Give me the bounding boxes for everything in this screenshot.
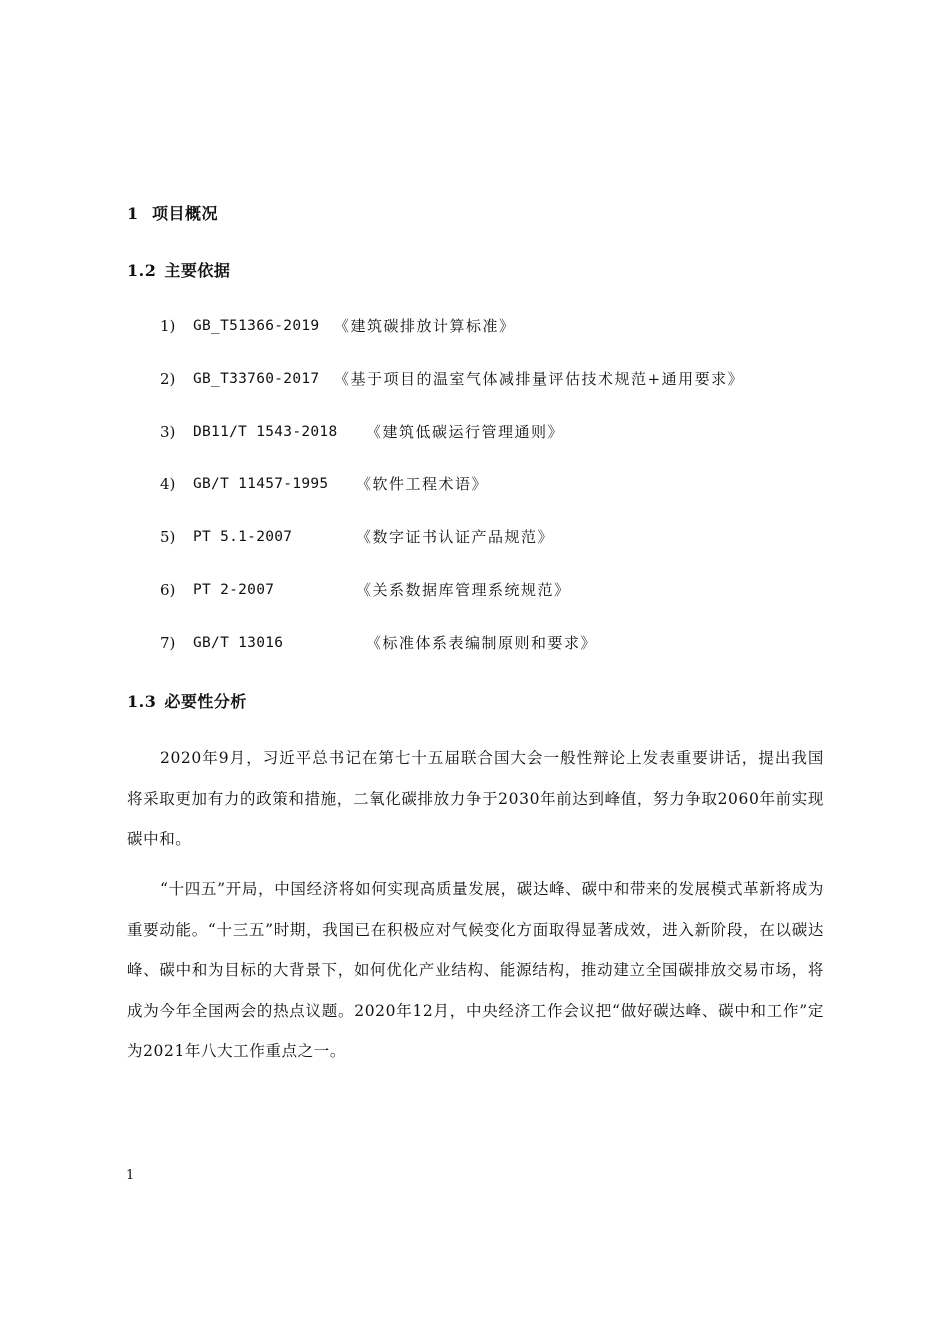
list-number: 4) (160, 475, 176, 494)
standard-code: PT 5.1-2007 (193, 529, 293, 546)
section-number: 1 (127, 204, 139, 223)
standard-code: GB/T 11457-1995 (193, 476, 329, 493)
list-number: 1) (160, 317, 176, 335)
standard-title: 《建筑低碳运行管理通则》 (366, 422, 565, 441)
standard-title: 《软件工程术语》 (356, 475, 489, 494)
body-paragraph: 2020年9月，习近平总书记在第七十五届联合国大会一般性辩论上发表重要讲话，提出我国将采取更加有力的政策和措施，二氧化碳排放力争于2030年前达到峰值，努力争取2060年前实现碳中和。 (127, 749, 824, 848)
standard-title: 《关系数据库管理系统规范》 (356, 580, 571, 599)
standard-title: 《建筑碳排放计算标准》 (334, 317, 516, 335)
section-title: 主要依据 (164, 261, 231, 280)
body-paragraph: “十四五”开局，中国经济将如何实现高质量发展，碳达峰、碳中和带来的发展模式革新将成为重要动能。“十三五”时期，我国已在积极应对气候变化方面取得显著成效，进入新阶段，在以碳达峰、碳中和为目标的大背景下，如何优化产业结构、能源结构，推动建立全国碳排放交易市场，将成为今年全国两会的热点议题。2020年12月，中央经济工作会议把“做好碳达峰、碳中和工作”定为2021年八大工作重点之一。 (127, 880, 824, 1060)
list-number: 3) (160, 422, 176, 441)
standard-code: DB11/T 1543-2018 (193, 423, 338, 440)
list-number: 6) (160, 580, 176, 599)
section-heading-1 (127, 201, 218, 224)
section-title: 项目概况 (152, 204, 219, 223)
standard-title: 《基于项目的温室气体减排量评估技术规范+通用要求》 (334, 369, 745, 388)
section-heading-1-2 (127, 258, 230, 281)
list-number: 7) (160, 633, 176, 652)
standard-code: GB_T51366-2019 (193, 318, 320, 334)
section-title: 必要性分析 (164, 692, 247, 711)
section-number: 1.3 (127, 692, 157, 711)
page-number: 1 (126, 1168, 135, 1183)
standard-code: PT 2-2007 (193, 581, 275, 598)
standard-code: GB_T33760-2017 (193, 370, 320, 387)
section-number: 1.2 (127, 261, 157, 280)
section-heading-1-3 (127, 689, 247, 712)
list-number: 2) (160, 369, 176, 388)
list-number: 5) (160, 528, 176, 547)
standard-title: 《数字证书认证产品规范》 (356, 528, 555, 547)
standard-code: GB/T 13016 (193, 634, 284, 651)
standard-title: 《标准体系表编制原则和要求》 (366, 633, 598, 652)
